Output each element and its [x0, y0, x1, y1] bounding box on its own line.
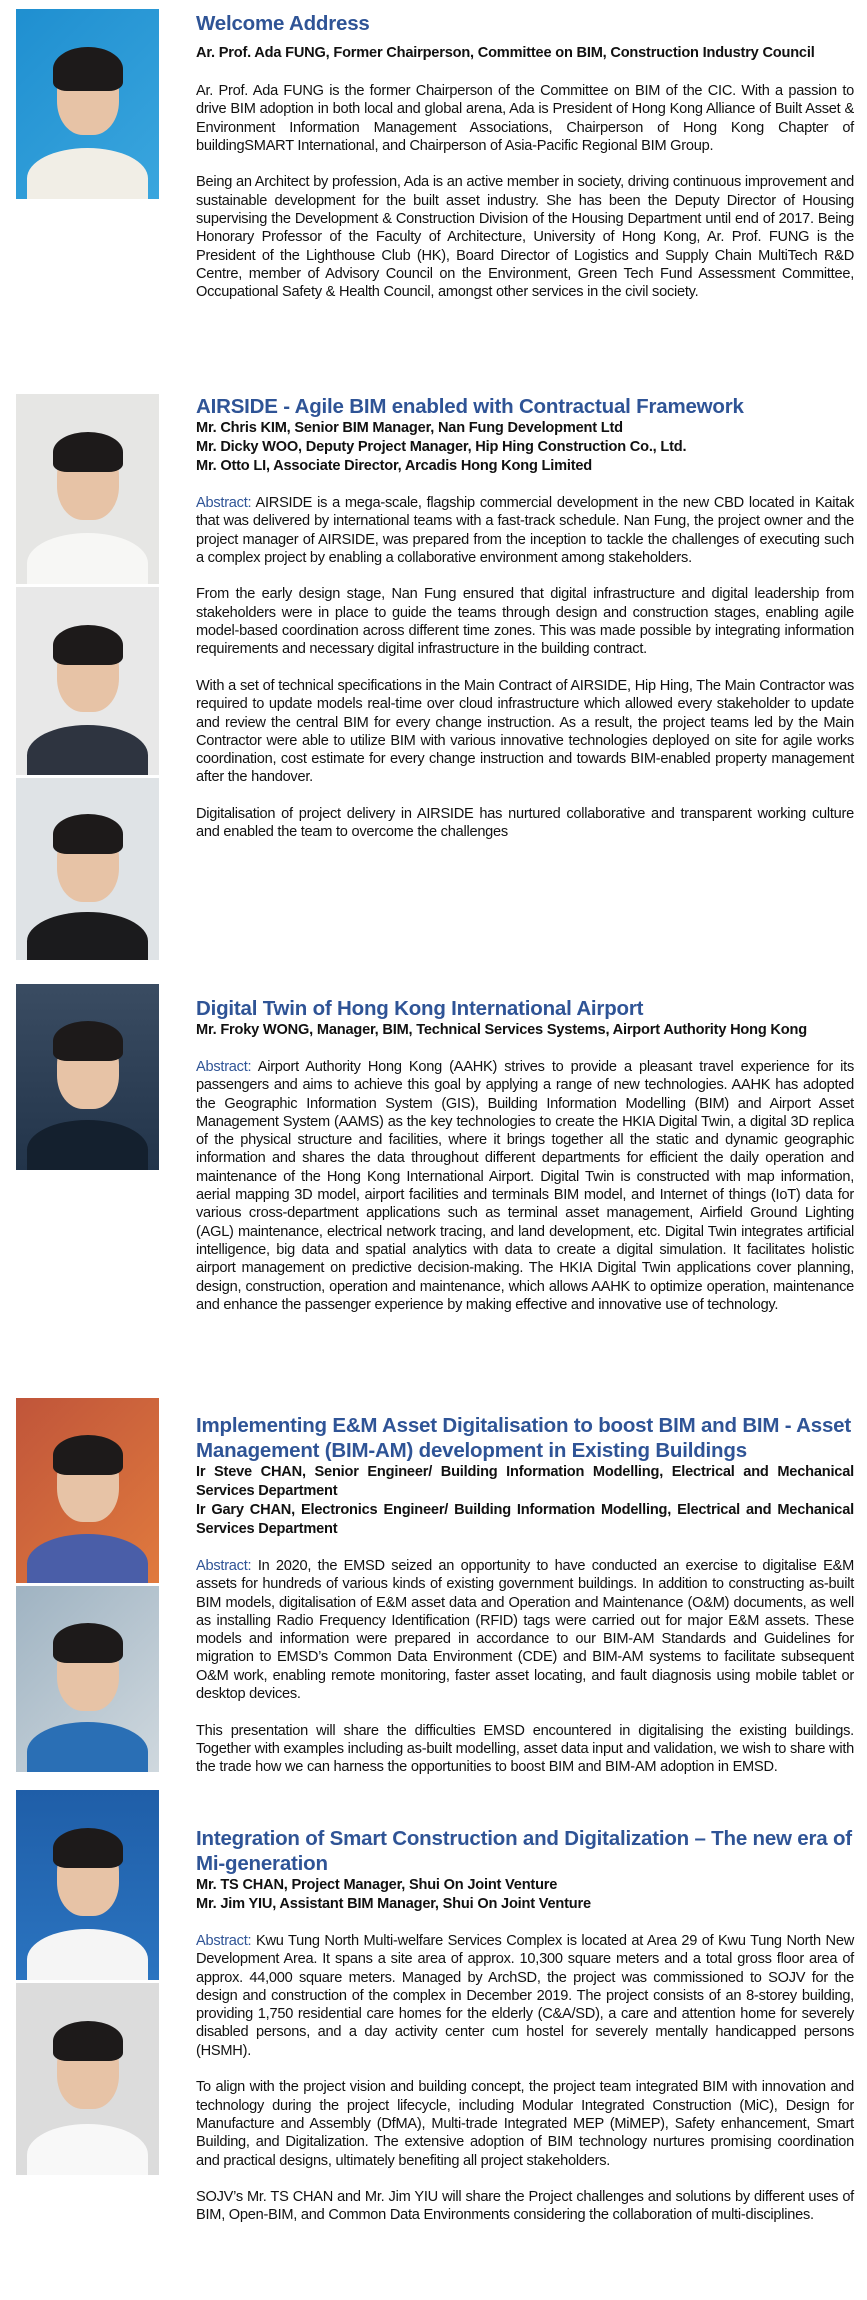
speaker-name: Mr. TS CHAN, Project Manager, Shui On Joint Venture: [196, 1877, 558, 1893]
speaker-photo-otto-li: [16, 778, 159, 960]
speaker-name: Ar. Prof. Ada FUNG, Former Chairperson, Committee on BIM, Construction Industry Council: [196, 45, 815, 61]
paragraph: Being an Architect by profession, Ada is an active member in society, driving continuous improvement and sustainable development for the built asset industry. She has been the Deputy Director of Housing supervising the Development & Construction Division of the Housing Department until end of 2017. Being Honorary Professor of the Faculty of Architecture, University of Hong Kong, Ar. Prof. FUNG is the President of the Lighthouse Club (HK), Board Director of Logistics and Supply Chain MultiTech R&D Centre, member of Advisory Council on the Environment, Green Tech Fund Assessment Committee, Occupational Safety & Health Council, amongst other services in the civil society.: [196, 174, 854, 301]
section-smart-construction: [196, 1826, 854, 2243]
paragraph: Digitalisation of project delivery in AIRSIDE has nurtured collaborative and transparent working culture and enabled the team to overcome the challenges: [196, 806, 854, 841]
paragraph: SOJV’s Mr. TS CHAN and Mr. Jim YIU will share the Project challenges and solutions by different uses of BIM, Open-BIM, and Common Data Environments considering the collaboration of multi-disciplines.: [196, 2189, 854, 2224]
section-title: Integration of Smart Construction and Digitalization – The new era of Mi-generation: [196, 1827, 852, 1875]
speaker-name: Ir Steve CHAN, Senior Engineer/ Building Information Modelling, Electrical and Mechanical Services Department: [196, 1464, 854, 1499]
speaker-name: Mr. Chris KIM, Senior BIM Manager, Nan Fung Development Ltd: [196, 420, 623, 436]
abstract-paragraph: [196, 1058, 854, 1314]
section-welcome-address: [196, 11, 854, 320]
paragraph: This presentation will share the difficulties EMSD encountered in digitalising the existing buildings. Together with examples including as-built modelling, asset data input and validation, we wish to share with the trade how we can harness the opportunities to boost BIM and BIM-AM adoption in EMSD.: [196, 1722, 854, 1776]
speaker-photo-chris-kim: [16, 394, 159, 584]
speaker-photo-gary-chan: [16, 1586, 159, 1772]
speaker-name: Mr. Otto LI, Associate Director, Arcadis Hong Kong Limited: [196, 458, 592, 474]
speaker-photo-steve-chan: [16, 1398, 159, 1583]
speaker-name: Ir Gary CHAN, Electronics Engineer/ Building Information Modelling, Electrical and Mechanical Services Department: [196, 1502, 854, 1537]
section-title: AIRSIDE - Agile BIM enabled with Contractual Framework: [196, 395, 744, 418]
abstract-text: Kwu Tung North Multi-welfare Services Complex is located at Area 29 of Kwu Tung North New Development Area. It spans a site area of approx. 10,300 square meters and a total gross floor area of approx. 44,000 square meters. Managed by ArchSD, the project was commissioned to SOJV for the design and construction of the complex in December 2019. The project consists of an 8-storey building, providing 1,750 residential care homes for the elderly (C&A/SD), a care and attention home for severely disabled persons, and a day activity center cum hostel for severely mentally handicapped persons (HSMH).: [196, 1933, 854, 2059]
section-title: Digital Twin of Hong Kong International Airport: [196, 997, 644, 1020]
section-airside: [196, 394, 854, 860]
abstract-label: Abstract:: [196, 495, 252, 511]
abstract-text: In 2020, the EMSD seized an opportunity to have conducted an exercise to digitalise E&M assets for hundreds of various kinds of existing government buildings. In addition to constructing as-built BIM models, digitalisation of E&M asset data and Operation and Maintenance (O&M) documents, as well as installing Radio Frequency Identification (RFID) tags were carried out for major E&M assets. These models and information were prepared in accordance to our BIM-AM Standards and Guidelines for migration to EMSD’s Common Data Environment (CDE) and BIM-AM systems to facilitate subsequent O&M work, enabling remote monitoring, faster asset locating, and fault diagnosis using mobile tablet or desktop devices.: [196, 1558, 854, 1703]
speaker-photo-dicky-woo: [16, 587, 159, 775]
paragraph: With a set of technical specifications in the Main Contract of AIRSIDE, Hip Hing, The Main Contractor was required to update models real-time over cloud infrastructure which allowed every stakeholder to update and review the central BIM for every change instruction. As a result, the project teams led by the Main Contractor were able to utilize BIM with various innovative technologies deployed on site for agile works coordination, cost estimate for every change instruction and towards BIM-enabled property management after the handover.: [196, 677, 854, 786]
section-digital-twin: [196, 996, 854, 1332]
abstract-label: Abstract:: [196, 1558, 252, 1574]
speaker-photo-ts-chan: [16, 1790, 159, 1980]
abstract-text: AIRSIDE is a mega-scale, flagship commercial development in the new CBD located in Kaitak that was delivered by international teams with a fast-track schedule. Nan Fung, the project owner and the project manager of AIRSIDE, was prepared from the inception to tackle the challenges of executing such a complex project by enabling a collaborative environment among stakeholders.: [196, 495, 855, 566]
speaker-name: Mr. Dicky WOO, Deputy Project Manager, Hip Hing Construction Co., Ltd.: [196, 439, 687, 455]
paragraph: Ar. Prof. Ada FUNG is the former Chairperson of the Committee on BIM of the CIC. With a passion to drive BIM adoption in both local and global arena, Ada is President of Hong Kong Alliance of Built Asset & Environment Information Management Associations, Chairperson of Hong Kong Chapter of buildingSMART International, and Chairperson of Asia-Pacific Regional BIM Group.: [196, 83, 854, 154]
speaker-photo-jim-yiu: [16, 1983, 159, 2175]
abstract-label: Abstract:: [196, 1933, 252, 1949]
abstract-text: Airport Authority Hong Kong (AAHK) strives to provide a pleasant travel experience for its passengers and aims to achieve this goal by applying a range of new technologies. AAHK has adopted the Geographic Information System (GIS), Building Information Modelling (BIM) and Airport Asset Management System (AAMS) as the key technologies to create the HKIA Digital Twin, a digital 3D replica of the physical structure and facilities, where it brings together all the static and dynamic geographic information and shares the data throughout different departments for efficient the daily operation and maintenance of the Hong Kong International Airport. Digital Twin is constructed with map information, aerial mapping 3D model, airport facilities and terminals BIM model, and Internet of things (IoT) data for various cross-department applications such as terminal asset management, Airfield Ground Lighting (AGL) maintenance, electrical network tracing, and land development, etc. Digital Twin integrates artificial intelligence, big data and spatial analytics with data to create a digital simulation. It facilitates holistic airport management on predictive decision-making. The HKIA Digital Twin applications cover planning, design, construction, operation and maintenance, which allows AAHK to optimize operation, maintenance and enhance the passenger experience by making effective and innovative use of technology.: [196, 1059, 855, 1313]
speaker-name: Mr. Froky WONG, Manager, BIM, Technical Services Systems, Airport Authority Hong Kong: [196, 1022, 807, 1038]
speaker-name: Mr. Jim YIU, Assistant BIM Manager, Shui On Joint Venture: [196, 1896, 591, 1912]
section-title: Implementing E&M Asset Digitalisation to boost BIM and BIM - Asset Management (BIM-AM) development in Existing Buildings: [196, 1414, 851, 1462]
abstract-paragraph: [196, 494, 854, 567]
section-em-asset-digitalisation: [196, 1413, 854, 1795]
speaker-photo-ada-fung: [16, 9, 159, 199]
abstract-label: Abstract:: [196, 1059, 252, 1075]
speaker-photo-froky-wong: [16, 984, 159, 1170]
section-title: Welcome Address: [196, 12, 370, 35]
paragraph: From the early design stage, Nan Fung ensured that digital infrastructure and digital leadership from stakeholders were in place to guide the teams through design and construction stages, enabling agile model-based coordination across different time zones. This was made possible by integrating information requirements and necessary digital infrastructure in the building contract.: [196, 586, 854, 658]
abstract-paragraph: [196, 1557, 854, 1703]
paragraph: To align with the project vision and building concept, the project team integrated BIM with innovation and technology during the project lifecycle, including Modular Integrated Construction (MiC), Design for Manufacture and Assembly (DfMA), Multi-trade Integrated MEP (MiMEP), Safety enhancement, Smart Building, and Digitalization. The extensive adoption of BIM technology nurtures promising coordination and practical designs, ultimately benefiting all project stakeholders.: [196, 2079, 854, 2169]
abstract-paragraph: [196, 1932, 854, 2060]
